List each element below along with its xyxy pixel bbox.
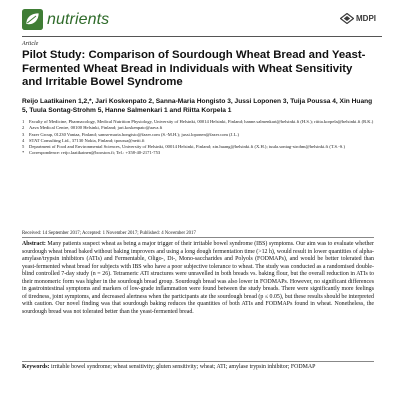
keywords-label: Keywords: — [22, 364, 50, 370]
affiliation-text: Department of Food and Environmental Sciences, University of Helsinki, 00014 Helsinki, Finland; xin.huang@helsinki.fi (X.H.); tuula.sontag-strohm@helsinki.fi (T.S.-S.) — [29, 144, 345, 150]
publication-dates: Received: 14 September 2017; Accepted: 1 November 2017; Published: 4 November 2017 — [22, 231, 196, 236]
journal-name: nutrients — [47, 10, 110, 28]
journal-logo — [22, 9, 109, 30]
abstract — [22, 241, 374, 316]
affiliation-marker: 4 — [22, 137, 25, 143]
affiliation-text: Fazer Group, 01230 Vantaa, Finland; sanna-maria.hongisto@fazer.com (S.-M.H.); jussi.loponen@fazer.com (J.L.) — [29, 131, 240, 137]
abstract-label: Abstract: — [22, 241, 46, 247]
abstract-section — [22, 237, 374, 359]
affiliation-marker: 3 — [22, 131, 25, 137]
keywords-text: irritable bowel syndrome; wheat sensitivity; gluten sensitivity; wheat; ATI; amylase trypsin inhibitor; FODMAP — [50, 364, 316, 370]
author-list: Reijo Laatikainen 1,2,*, Jari Koskenpato 2, Sanna-Maria Hongisto 3, Jussi Loponen 3, Tuija Poussa 4, Xin Huang 5, Tuula Sontag-Strohm 5, Hanne Salmenkari 1 and Riitta Korpela 1 — [22, 98, 373, 114]
article-title: Pilot Study: Comparison of Sourdough Wheat Bread and Yeast-Fermented Wheat Bread in Individuals with Wheat Sensitivity and Irritable Bowel Syndrome — [22, 49, 366, 88]
affiliation-marker: 2 — [22, 125, 25, 131]
nutrients-leaf-icon — [22, 9, 43, 30]
correspondence-text: Correspondence: reijo.laatikainen@booston.fi; Tel.: +358-40-2171-753 — [29, 150, 161, 156]
keywords-section — [22, 361, 374, 372]
affiliation-marker: * — [22, 150, 25, 156]
mdpi-logo-icon — [340, 13, 354, 24]
header-divider — [22, 36, 382, 37]
affiliation-text: Faculty of Medicine, Pharmacology, Medical Nutrition Physiology, University of Helsinki, 00014 Helsinki, Finland; hanne.salmenkari@helsinki.fi (H.S.); riitta.korpela@helsinki.fi (R.K.) — [29, 119, 374, 124]
affiliation-marker: 1 — [22, 119, 25, 124]
publisher-name: MDPI — [356, 14, 376, 23]
affiliation-marker: 5 — [22, 144, 25, 150]
publisher-logo — [340, 13, 376, 24]
abstract-text: Many patients suspect wheat as being a major trigger of their irritable bowel syndrome (IBS) symptoms. Our aim was to evaluate whether sourdough wheat bread baked without baking improvers and using a long dough fermentation time (>12 h), would result in lower quantities of alpha-amylase/trypsin inhibitors (ATIs) and Fermentable, Oligo-, Di-, Mono-saccharides and Polyols (FODMAPs), and would be better tolerated than yeast-fermented wheat bread for subjects with IBS who have a poor subjective tolerance to wheat. The study was conducted as a randomised double-blind controlled 7-day study (n = 26). Tetrameric ATI structures were unravelled in both breads vs. baking flour, but the overall reduction in ATIs to their monomeric form was higher in the sourdough bread group. Sourdough bread was also lower in FODMAPs. However, no significant differences in gastrointestinal symptoms and markers of low-grade inflammation were found between the study breads. There were significantly more feelings of tiredness, joint symptoms, and decreased alertness when the participants ate the sourdough bread (p ≤ 0.05), but these results should be interpreted with caution. Our novel finding was that sourdough baking reduces the quantities of both ATIs and FODMAPs found in wheat. Nonetheless, the sourdough bread was not tolerated better than the yeast-fermented bread. — [22, 241, 374, 315]
article-type: Article — [22, 41, 39, 47]
affiliation-text: STAT Consulting Ltd., 37130 Nokia, Finland; tpoussa@netti.fi — [29, 137, 145, 143]
affiliation-text: Aava Medical Centre, 00100 Helsinki, Finland; jari.koskenpato@aava.fi — [29, 125, 163, 131]
affiliation-list — [22, 119, 374, 157]
keywords — [22, 364, 374, 372]
correspondence-item — [22, 150, 374, 156]
